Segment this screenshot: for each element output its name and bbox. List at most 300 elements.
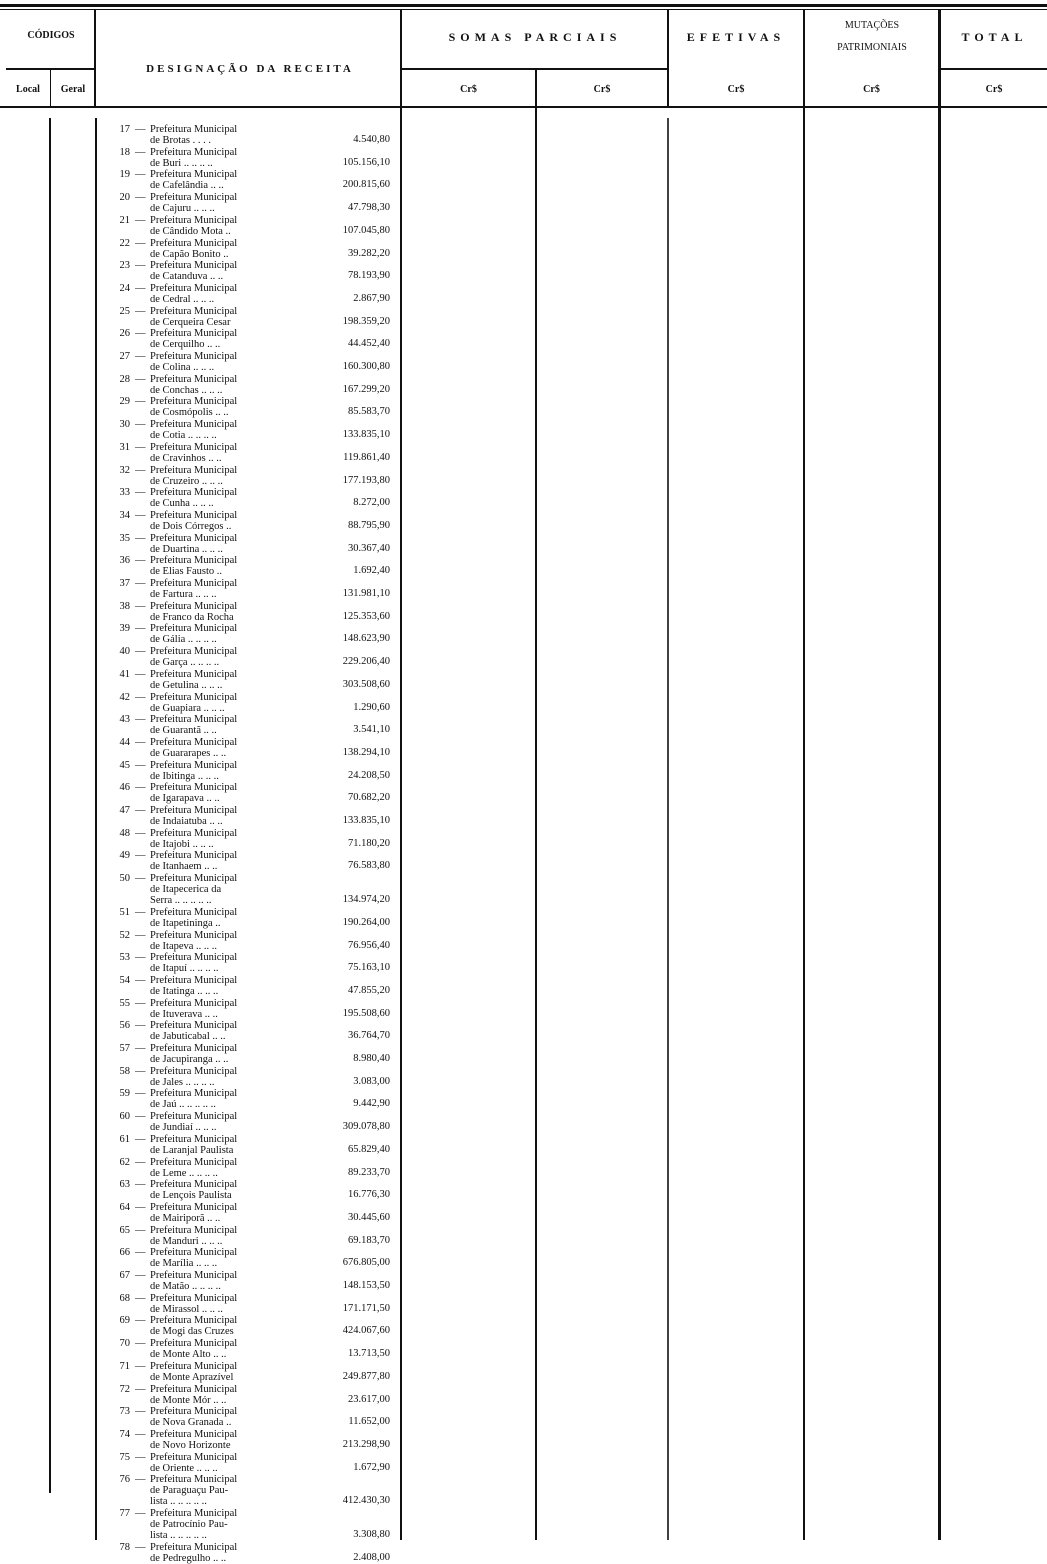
- entry-value: 213.298,90: [342, 1438, 390, 1450]
- entry-dash: —: [135, 1043, 146, 1054]
- entry-description-line: de Fartura .. .. ..: [150, 589, 217, 600]
- body-rule-local: [49, 118, 51, 1493]
- entry-description-line: de Cerquilho .. ..: [150, 339, 221, 351]
- entry-number: 27: [119, 351, 130, 362]
- col-rule-designacao: [400, 10, 402, 1540]
- entry-value: 85.583,70: [348, 406, 390, 418]
- entry-number: 65: [119, 1224, 130, 1236]
- entry-number: 58: [119, 1065, 130, 1077]
- revenue-entry: [108, 1247, 398, 1269]
- entry-number: 49: [119, 850, 130, 862]
- entry-number: 20: [119, 192, 130, 204]
- entry-description-line: de Capão Bonito ..: [150, 248, 229, 260]
- col-rule-local: [50, 70, 51, 108]
- entry-value: 89.233,70: [348, 1166, 390, 1178]
- revenue-entry: [108, 998, 398, 1020]
- entry-value: 78.193,90: [348, 270, 390, 282]
- entry-value: 36.764,70: [348, 1030, 390, 1042]
- entry-description-line: de Lençois Paulista: [150, 1190, 232, 1202]
- entry-dash: —: [135, 328, 146, 340]
- entry-number: 41: [119, 668, 130, 680]
- entry-value: 309.078,80: [342, 1121, 390, 1133]
- entry-description-line: Prefeitura Municipal: [150, 782, 238, 794]
- entry-dash: —: [135, 169, 146, 181]
- entry-description-line: Prefeitura Municipal: [150, 260, 238, 272]
- revenue-entry: [108, 1157, 398, 1179]
- entry-description-line: de Colina .. .. ..: [150, 362, 215, 373]
- entry-description-line: de Itatinga .. .. ..: [150, 985, 219, 997]
- entry-dash: —: [135, 1247, 146, 1259]
- revenue-entry: [108, 1066, 398, 1088]
- entry-value: 30.367,40: [348, 542, 390, 554]
- revenue-entry: [108, 169, 398, 191]
- entry-number: 18: [119, 146, 130, 158]
- entry-number: 45: [119, 759, 130, 771]
- entry-dash: —: [135, 1428, 146, 1440]
- entry-description-line: de Novo Horizonte: [150, 1439, 231, 1451]
- currency-somas-2: Cr$: [593, 84, 611, 95]
- revenue-entry: [108, 419, 398, 441]
- entry-description-line: Prefeitura Municipal: [150, 578, 238, 589]
- entry-number: 33: [119, 487, 130, 499]
- entry-number: 44: [119, 736, 130, 748]
- revenue-entry: [108, 1088, 398, 1110]
- entry-description-line: Prefeitura Municipal: [150, 509, 238, 521]
- revenue-entry: [108, 396, 398, 418]
- entry-description-line: de Getulina .. .. ..: [150, 679, 223, 691]
- col-rule-mutacoes: [938, 10, 941, 1540]
- entry-value: 23.617,00: [348, 1393, 390, 1405]
- entry-number: 24: [119, 282, 130, 294]
- entry-description-line: de Jales .. .. .. ..: [150, 1076, 215, 1088]
- entry-description-line: Prefeitura Municipal: [150, 532, 238, 544]
- revenue-entry: [108, 192, 398, 214]
- entry-value: 148.153,50: [342, 1280, 390, 1291]
- entry-number: 61: [119, 1133, 130, 1145]
- revenue-entry: [108, 283, 398, 305]
- currency-efetivas: Cr$: [727, 84, 745, 95]
- entry-value: 412.430,30: [342, 1495, 390, 1507]
- entry-description-line: Prefeitura Municipal: [150, 1247, 238, 1259]
- entry-description-line: Prefeitura Municipal: [150, 419, 238, 431]
- entry-description-line: Prefeitura Municipal: [150, 1088, 238, 1100]
- entry-description-line: Prefeitura Municipal: [150, 282, 238, 294]
- entry-description-line: Prefeitura Municipal: [150, 1020, 238, 1032]
- entry-number: 26: [119, 328, 130, 340]
- entry-number: 47: [119, 805, 130, 816]
- entry-description-line: de Cândido Mota ..: [150, 225, 231, 237]
- entry-description-line: Prefeitura Municipal: [150, 736, 238, 748]
- entry-dash: —: [135, 974, 146, 986]
- entry-value: 8.272,00: [353, 497, 390, 509]
- entry-description-line: de Cunha .. .. ..: [150, 498, 214, 510]
- entry-number: 32: [119, 464, 130, 476]
- entry-dash: —: [135, 464, 146, 476]
- entry-number: 54: [119, 974, 130, 986]
- entry-value: 70.682,20: [348, 792, 390, 804]
- entry-description-line: Prefeitura Municipal: [150, 997, 238, 1009]
- revenue-entry: [108, 260, 398, 282]
- revenue-entry: [108, 1474, 398, 1507]
- entry-number: 78: [119, 1541, 130, 1553]
- entry-dash: —: [135, 873, 146, 885]
- entry-number: 48: [119, 827, 130, 839]
- entry-description-line: de Marília .. .. ..: [150, 1258, 218, 1270]
- entry-number: 67: [119, 1270, 130, 1281]
- revenue-entry: [108, 623, 398, 645]
- entry-value: 200.815,60: [342, 179, 390, 191]
- entry-description-line: de Conchas .. .. ..: [150, 384, 223, 396]
- col-rule-efetivas: [803, 10, 805, 1540]
- entry-dash: —: [135, 373, 146, 385]
- entry-description-line: Prefeitura Municipal: [150, 600, 238, 612]
- entry-description-line: de Guarantã .. ..: [150, 725, 217, 737]
- entry-number: 36: [119, 555, 130, 567]
- entry-number: 52: [119, 929, 130, 941]
- entry-dash: —: [135, 1360, 146, 1372]
- entry-dash: —: [135, 1111, 146, 1123]
- entry-value: 3.308,80: [353, 1529, 390, 1540]
- entry-dash: —: [135, 827, 146, 839]
- revenue-entry: [108, 1315, 398, 1337]
- entry-description-line: Prefeitura Municipal: [150, 1065, 238, 1077]
- entry-number: 72: [119, 1383, 130, 1395]
- entry-number: 75: [119, 1451, 130, 1463]
- entry-description-line: Serra .. .. .. .. ..: [150, 895, 212, 907]
- entry-dash: —: [135, 850, 146, 862]
- revenue-entry: [108, 952, 398, 974]
- entry-description-line: Prefeitura Municipal: [150, 850, 238, 862]
- entry-number: 30: [119, 419, 130, 431]
- entry-value: 16.776,30: [348, 1189, 390, 1201]
- entry-dash: —: [135, 714, 146, 726]
- entry-description-line: de Indaiatuba .. ..: [150, 816, 223, 827]
- revenue-entry: [108, 147, 398, 169]
- entry-number: 34: [119, 509, 130, 521]
- entry-description-line: Prefeitura Municipal: [150, 1428, 238, 1440]
- entry-number: 70: [119, 1338, 130, 1350]
- revenue-entry: [108, 1202, 398, 1224]
- entry-dash: —: [135, 532, 146, 544]
- entry-value: 125.353,60: [342, 610, 390, 622]
- entry-number: 21: [119, 214, 130, 226]
- entry-description-line: de Jacupiranga .. ..: [150, 1054, 229, 1065]
- entry-description-line: de Laranjal Paulista: [150, 1144, 234, 1156]
- revenue-entry: [108, 374, 398, 396]
- entry-number: 23: [119, 260, 130, 272]
- entry-dash: —: [135, 668, 146, 680]
- entry-number: 28: [119, 373, 130, 385]
- revenue-entry: [108, 975, 398, 997]
- entry-value: 303.508,60: [342, 678, 390, 690]
- entry-description-line: de Leme .. .. .. ..: [150, 1167, 218, 1179]
- entry-description-line: Prefeitura Municipal: [150, 1270, 238, 1281]
- entry-description-line: de Patrocínio Pau-: [150, 1519, 228, 1530]
- entry-value: 13.713,50: [348, 1348, 390, 1360]
- entry-value: 167.299,20: [342, 383, 390, 395]
- header-bottom-rule: [0, 106, 1047, 108]
- entry-number: 68: [119, 1292, 130, 1304]
- entry-value: 3.083,00: [353, 1075, 390, 1087]
- entry-dash: —: [135, 1020, 146, 1032]
- entry-description-line: Prefeitura Municipal: [150, 441, 238, 453]
- entry-description-line: de Itapetininga ..: [150, 917, 221, 929]
- entry-number: 76: [119, 1474, 130, 1486]
- entry-value: 76.583,80: [348, 860, 390, 872]
- entry-dash: —: [135, 1541, 146, 1553]
- entry-description-line: Prefeitura Municipal: [150, 351, 238, 362]
- entry-description-line: Prefeitura Municipal: [150, 237, 238, 249]
- entry-description-line: de Buri .. .. .. ..: [150, 157, 213, 169]
- entry-description-line: de Itapecerica da: [150, 884, 222, 896]
- header-mutacoes-2: PATRIMONIAIS: [837, 42, 907, 53]
- revenue-entry: [108, 1406, 398, 1428]
- entry-dash: —: [135, 736, 146, 748]
- entry-dash: —: [135, 396, 146, 408]
- entry-description-line: Prefeitura Municipal: [150, 1043, 238, 1054]
- entry-value: 198.359,20: [342, 315, 390, 327]
- entry-value: 1.290,60: [353, 701, 390, 713]
- entry-dash: —: [135, 805, 146, 816]
- revenue-entry: [108, 328, 398, 350]
- entry-number: 22: [119, 237, 130, 249]
- entry-dash: —: [135, 419, 146, 431]
- revenue-entry: [108, 1542, 398, 1564]
- entry-value: 44.452,40: [348, 338, 390, 350]
- entry-description-line: Prefeitura Municipal: [150, 646, 238, 658]
- entry-description-line: Prefeitura Municipal: [150, 1541, 238, 1553]
- entry-description-line: Prefeitura Municipal: [150, 328, 238, 340]
- revenue-entry: [108, 850, 398, 872]
- entry-dash: —: [135, 260, 146, 272]
- entry-description-line: Prefeitura Municipal: [150, 929, 238, 941]
- revenue-entry: [108, 1384, 398, 1406]
- entry-description-line: de Itapuí .. .. .. ..: [150, 963, 219, 975]
- revenue-entry: [108, 487, 398, 509]
- revenue-entry: [108, 760, 398, 782]
- entry-description-line: Prefeitura Municipal: [150, 1133, 238, 1145]
- entry-description-line: Prefeitura Municipal: [150, 906, 238, 918]
- entry-number: 63: [119, 1179, 130, 1191]
- entry-description-line: Prefeitura Municipal: [150, 1360, 238, 1372]
- entry-dash: —: [135, 1338, 146, 1350]
- entry-dash: —: [135, 1383, 146, 1395]
- entry-value: 8.980,40: [353, 1053, 390, 1064]
- revenue-entry: [108, 1225, 398, 1247]
- entry-value: 2.867,90: [353, 292, 390, 304]
- entry-dash: —: [135, 600, 146, 612]
- entry-description-line: de Matão .. .. .. ..: [150, 1281, 221, 1292]
- entry-value: 190.264,00: [342, 916, 390, 928]
- entry-value: 676.805,00: [342, 1257, 390, 1269]
- entry-value: 133.835,10: [342, 815, 390, 826]
- entry-description-line: Prefeitura Municipal: [150, 805, 238, 816]
- entry-description-line: Prefeitura Municipal: [150, 1156, 238, 1168]
- entry-dash: —: [135, 997, 146, 1009]
- entry-description-line: de Cravinhos .. ..: [150, 452, 222, 464]
- revenue-entry: [108, 533, 398, 555]
- entry-description-line: de Guararapes .. ..: [150, 747, 227, 759]
- entry-dash: —: [135, 192, 146, 204]
- entry-number: 19: [119, 169, 130, 181]
- entry-number: 40: [119, 646, 130, 658]
- entry-description-line: de Cosmópolis .. ..: [150, 407, 229, 419]
- entry-value: 2.408,00: [353, 1551, 390, 1563]
- entry-description-line: de Itanhaem .. ..: [150, 861, 218, 873]
- revenue-entry: [108, 1179, 398, 1201]
- top-rule-thin: [0, 9, 1047, 10]
- entry-value: 160.300,80: [342, 361, 390, 372]
- entry-description-line: de Cerqueira Cesar: [150, 316, 231, 328]
- entry-description-line: Prefeitura Municipal: [150, 714, 238, 726]
- entry-description-line: Prefeitura Municipal: [150, 1406, 238, 1418]
- entry-description-line: Prefeitura Municipal: [150, 1338, 238, 1350]
- entry-description-line: Prefeitura Municipal: [150, 668, 238, 680]
- entry-number: 57: [119, 1043, 130, 1054]
- entry-description-line: de Cajuru .. .. ..: [150, 203, 215, 215]
- entry-description-line: lista .. .. .. .. ..: [150, 1530, 207, 1541]
- entry-value: 138.294,10: [342, 746, 390, 758]
- revenue-entry: [108, 1134, 398, 1156]
- revenue-entry: [108, 124, 398, 146]
- entry-description-line: de Paraguaçu Pau-: [150, 1485, 229, 1497]
- entry-description-line: de Jaú .. .. .. .. ..: [150, 1099, 216, 1111]
- header-local: Local: [16, 84, 40, 95]
- revenue-entry: [108, 1338, 398, 1360]
- entry-value: 3.541,10: [353, 724, 390, 736]
- entry-value: 131.981,10: [342, 588, 390, 599]
- revenue-entry: [108, 601, 398, 623]
- header-geral: Geral: [60, 84, 86, 95]
- entry-description-line: de Cotia .. .. .. ..: [150, 430, 217, 442]
- revenue-entry: [108, 646, 398, 668]
- currency-somas-1: Cr$: [460, 84, 477, 95]
- entry-number: 74: [119, 1428, 130, 1440]
- entry-value: 195.508,60: [342, 1007, 390, 1019]
- entry-value: 133.835,10: [342, 429, 390, 441]
- entry-description-line: lista .. .. .. .. ..: [150, 1496, 207, 1508]
- entry-value: 249.877,80: [342, 1370, 390, 1382]
- header-mutacoes-1: MUTAÇÕES: [844, 20, 900, 31]
- entry-description-line: Prefeitura Municipal: [150, 487, 238, 499]
- entry-dash: —: [135, 441, 146, 453]
- entry-description-line: de Catanduva .. ..: [150, 271, 224, 283]
- entry-description-line: de Ibitinga .. .. ..: [150, 770, 219, 782]
- entry-dash: —: [135, 1315, 146, 1327]
- entry-description-line: de Garça .. .. .. ..: [150, 657, 220, 669]
- revenue-entry: [108, 442, 398, 464]
- entry-dash: —: [135, 1179, 146, 1191]
- revenue-entry: [108, 351, 398, 373]
- entry-description-line: Prefeitura Municipal: [150, 1508, 238, 1519]
- entry-description-line: de Mairiporã .. ..: [150, 1212, 221, 1224]
- entry-dash: —: [135, 1133, 146, 1145]
- entry-number: 64: [119, 1201, 130, 1213]
- revenue-entry: [108, 1452, 398, 1474]
- revenue-entry: [108, 1111, 398, 1133]
- entry-number: 17: [119, 124, 130, 135]
- entry-description-line: Prefeitura Municipal: [150, 555, 238, 567]
- entry-number: 37: [119, 578, 130, 589]
- body-rule-codigos: [95, 118, 97, 1540]
- entry-value: 105.156,10: [342, 156, 390, 168]
- entry-number: 29: [119, 396, 130, 408]
- entry-description-line: Prefeitura Municipal: [150, 373, 238, 385]
- entry-value: 119.861,40: [343, 451, 390, 463]
- entry-dash: —: [135, 906, 146, 918]
- entry-value: 11.652,00: [348, 1416, 390, 1428]
- entry-number: 59: [119, 1088, 130, 1100]
- currency-total: Cr$: [985, 84, 1003, 95]
- entry-description-line: Prefeitura Municipal: [150, 169, 238, 181]
- entry-description-line: Prefeitura Municipal: [150, 827, 238, 839]
- entry-dash: —: [135, 214, 146, 226]
- entry-description-line: de Guapiara .. .. ..: [150, 702, 225, 714]
- entry-description-line: de Igarapava .. ..: [150, 793, 220, 805]
- entry-dash: —: [135, 237, 146, 249]
- entry-dash: —: [135, 1474, 146, 1486]
- entry-value: 177.193,80: [342, 474, 390, 486]
- entry-description-line: de Jabuticabal .. ..: [150, 1031, 226, 1043]
- entry-value: 148.623,90: [342, 633, 390, 645]
- entry-dash: —: [135, 1406, 146, 1418]
- entry-description-line: Prefeitura Municipal: [150, 873, 238, 885]
- entry-description-line: Prefeitura Municipal: [150, 691, 238, 703]
- entry-description-line: Prefeitura Municipal: [150, 124, 238, 135]
- entry-value: 76.956,40: [348, 939, 390, 951]
- entry-number: 55: [119, 997, 130, 1009]
- entry-description-line: de Cedral .. .. ..: [150, 293, 215, 305]
- entry-number: 42: [119, 691, 130, 703]
- entry-dash: —: [135, 1156, 146, 1168]
- entry-description-line: Prefeitura Municipal: [150, 1315, 238, 1327]
- entry-number: 35: [119, 532, 130, 544]
- entry-description-line: Prefeitura Municipal: [150, 759, 238, 771]
- entry-number: 31: [119, 441, 130, 453]
- revenue-entry: [108, 930, 398, 952]
- entry-value: 71.180,20: [348, 837, 390, 849]
- entry-description-line: de Dois Córregos ..: [150, 520, 232, 532]
- revenue-entry: [108, 782, 398, 804]
- header-divider-right: [940, 68, 1047, 70]
- entry-description-line: Prefeitura Municipal: [150, 1224, 238, 1236]
- entry-description-line: de Ituverava .. ..: [150, 1008, 218, 1020]
- entry-value: 107.045,80: [342, 224, 390, 236]
- entry-description-line: Prefeitura Municipal: [150, 1474, 238, 1486]
- entry-number: 50: [119, 873, 130, 885]
- entry-description-line: de Pedregulho .. ..: [150, 1552, 227, 1564]
- revenue-entry: [108, 1361, 398, 1383]
- entry-number: 60: [119, 1111, 130, 1123]
- entry-number: 71: [119, 1360, 130, 1372]
- entry-value: 4.540,80: [353, 134, 390, 145]
- entry-dash: —: [135, 509, 146, 521]
- entry-number: 43: [119, 714, 130, 726]
- entry-value: 1.692,40: [353, 565, 390, 577]
- entry-description-line: de Oriente .. .. ..: [150, 1462, 218, 1474]
- entry-description-line: Prefeitura Municipal: [150, 1111, 238, 1123]
- entry-description-line: de Itapeva .. .. ..: [150, 940, 218, 952]
- entry-description-line: Prefeitura Municipal: [150, 214, 238, 226]
- entry-dash: —: [135, 1292, 146, 1304]
- entry-dash: —: [135, 1088, 146, 1100]
- revenue-entry: [108, 306, 398, 328]
- revenue-entry: [108, 1293, 398, 1315]
- entry-description-line: Prefeitura Municipal: [150, 1383, 238, 1395]
- top-rule: [0, 4, 1047, 7]
- revenue-entry: [108, 1270, 398, 1292]
- revenue-entry: [108, 1020, 398, 1042]
